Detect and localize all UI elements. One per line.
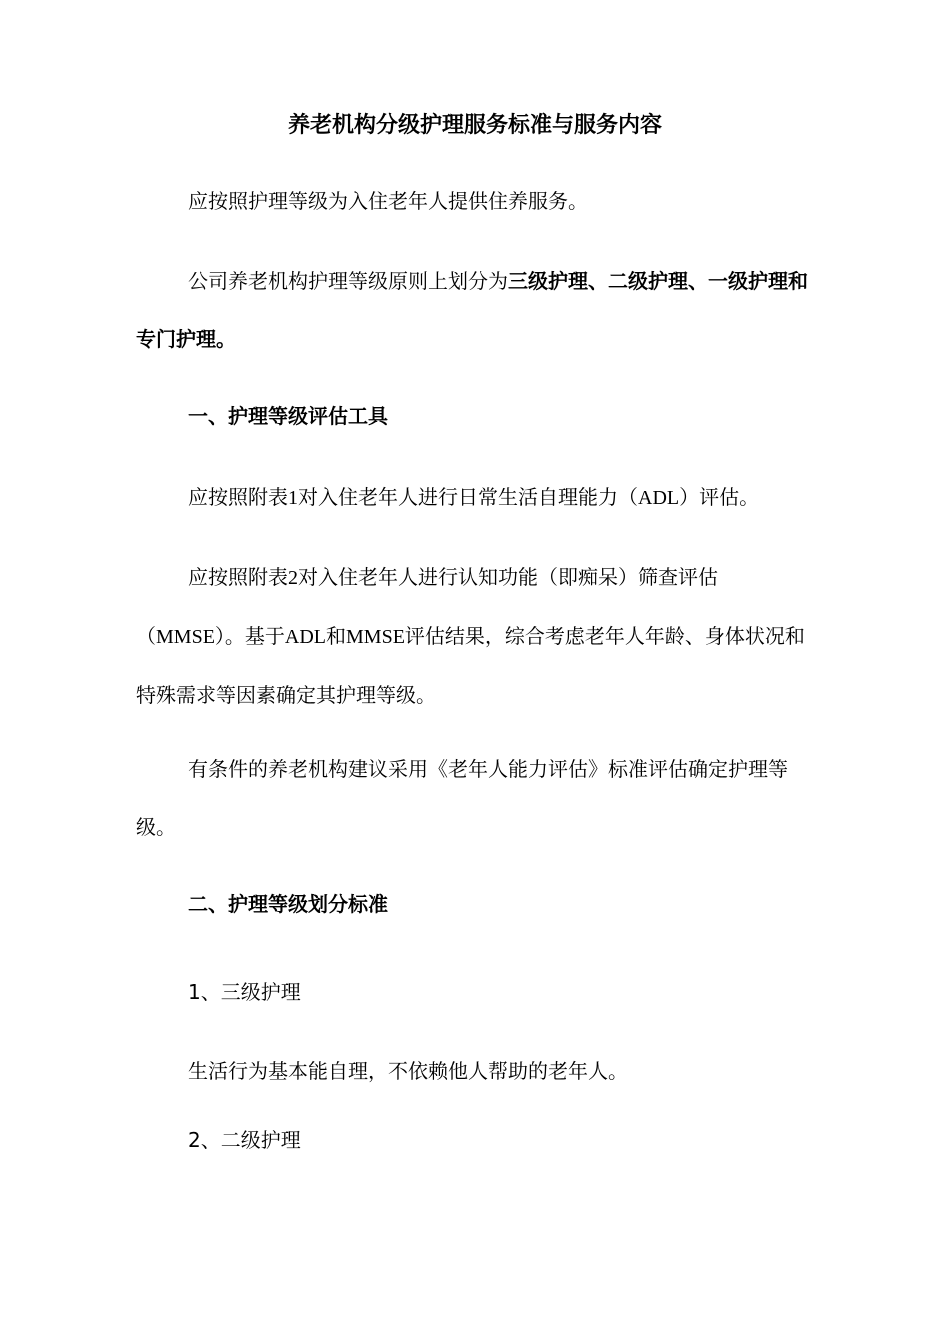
subheading-level-two: 2、二级护理: [188, 1128, 301, 1152]
adl-abbreviation: ADL: [638, 487, 680, 509]
paragraph-text: 应按照附表: [188, 485, 288, 509]
paragraph-text: 生活行为基本能自理，不依赖他人帮助的老年人。: [188, 1059, 628, 1083]
paragraph-text: 评估结果，综合考虑老年人年龄、身体状况和特殊需求等因素确定其护理等级。: [136, 624, 805, 707]
mmse-abbreviation: MMSE: [156, 626, 215, 648]
mmse-abbreviation: MMSE: [346, 626, 405, 648]
paragraph-text: 公司养老机构护理等级原则上划分为: [188, 269, 508, 293]
paragraph-text: 对入住老年人进行日常生活自理能力（: [298, 485, 638, 509]
paragraph-adl-assessment: [136, 468, 808, 527]
appendix-number: 2: [288, 567, 298, 589]
paragraph-text: ）。基于: [214, 624, 285, 648]
paragraph-text: 有条件的养老机构建议采用《老年人能力评估》标准评估确定护理等级。: [136, 757, 788, 839]
section-heading-level-criteria: 二、护理等级划分标准: [188, 892, 388, 916]
paragraph-text: ）评估。: [679, 485, 760, 509]
paragraph-text: 对入住老年人进行认知功能（即痴呆）筛查评估（: [136, 565, 718, 648]
care-levels-bold-text: 三级护理、二级护理、一级护理和专门护理。: [136, 269, 808, 351]
document-title: 养老机构分级护理服务标准与服务内容: [287, 113, 662, 138]
paragraph-text: 和: [326, 624, 347, 648]
paragraph-text: 应按照附表: [188, 565, 288, 589]
paragraph-level-three-description: [136, 1042, 808, 1100]
paragraph-care-levels: [136, 252, 808, 368]
adl-abbreviation: ADL: [284, 626, 327, 648]
paragraph-capability-standard: [136, 740, 808, 856]
paragraph-mmse-assessment: [136, 548, 808, 724]
section-heading-assessment-tools: 一、护理等级评估工具: [188, 404, 388, 428]
paragraph-service-basis: [136, 172, 808, 230]
appendix-number: 1: [288, 487, 298, 509]
paragraph-text: 应按照护理等级为入住老年人提供住养服务。: [188, 189, 588, 213]
subheading-level-three: 1、三级护理: [188, 980, 301, 1004]
